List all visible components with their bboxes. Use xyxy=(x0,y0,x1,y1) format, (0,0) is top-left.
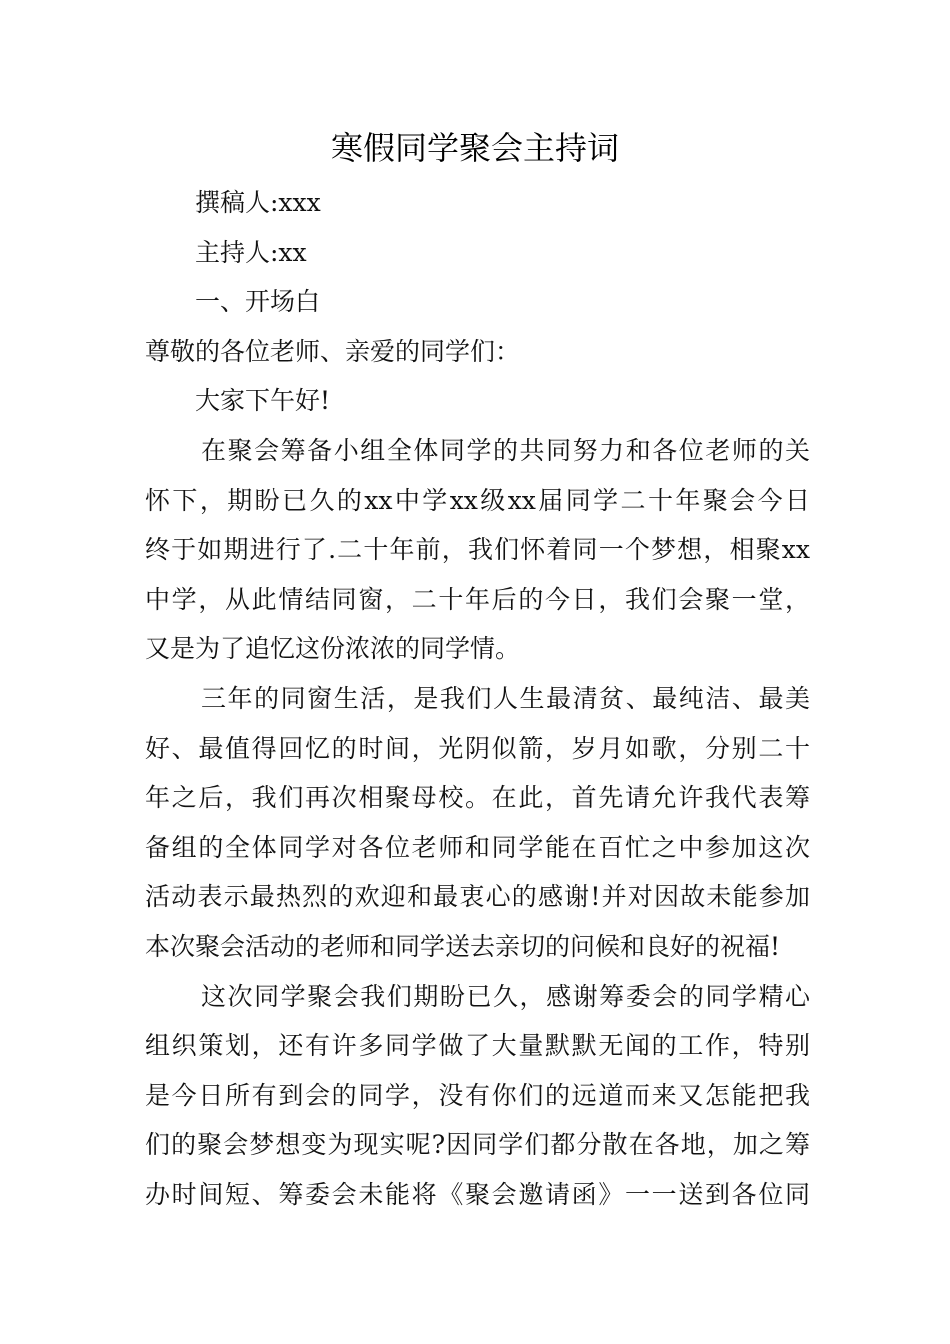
paragraph-line: 们的聚会梦想变为现实呢?因同学们都分散在各地，加之筹 xyxy=(145,1130,810,1160)
author-line: 撰稿人:xxx xyxy=(195,188,321,217)
paragraph-line: 终于如期进行了.二十年前，我们怀着同一个梦想，相聚xx xyxy=(145,535,810,565)
paragraph-line: 三年的同窗生活，是我们人生最清贫、最纯洁、最美 xyxy=(201,683,810,713)
paragraph-line: 在聚会筹备小组全体同学的共同努力和各位老师的关 xyxy=(201,435,810,465)
paragraph-line: 年之后，我们再次相聚母校。在此，首先请允许我代表筹 xyxy=(145,783,810,813)
paragraph-line: 好、最值得回忆的时间，光阴似箭，岁月如歌，分别二十 xyxy=(145,733,810,763)
section-heading: 一、开场白 xyxy=(195,287,321,317)
paragraph-line: 怀下，期盼已久的xx中学xx级xx届同学二十年聚会今日 xyxy=(145,485,810,515)
paragraph-line: 办时间短、筹委会未能将《聚会邀请函》一一送到各位同 xyxy=(145,1179,810,1209)
document-body xyxy=(145,178,810,1219)
paragraph-line: 活动表示最热烈的欢迎和最衷心的感谢!并对因故未能参加 xyxy=(145,882,810,912)
paragraph-line: 是今日所有到会的同学，没有你们的远道而来又怎能把我 xyxy=(145,1080,810,1110)
paragraph-line: 中学，从此情结同窗，二十年后的今日，我们会聚一堂， xyxy=(145,584,810,614)
paragraph-line: 备组的全体同学对各位老师和同学能在百忙之中参加这次 xyxy=(145,832,810,862)
paragraph-line: 又是为了追忆这份浓浓的同学情。 xyxy=(145,634,521,664)
paragraph-line: 组织策划，还有许多同学做了大量默默无闻的工作，特别 xyxy=(145,1031,810,1061)
host-line: 主持人:xx xyxy=(195,237,307,267)
paragraph-line: 这次同学聚会我们期盼已久，感谢筹委会的同学精心 xyxy=(201,981,810,1011)
salutation-line: 尊敬的各位老师、亲爱的同学们： xyxy=(145,336,521,366)
paragraph-line: 本次聚会活动的老师和同学送去亲切的问候和良好的祝福! xyxy=(145,931,781,961)
greeting-line: 大家下午好! xyxy=(195,386,331,416)
document-title: 寒假同学聚会主持词 xyxy=(330,129,619,167)
